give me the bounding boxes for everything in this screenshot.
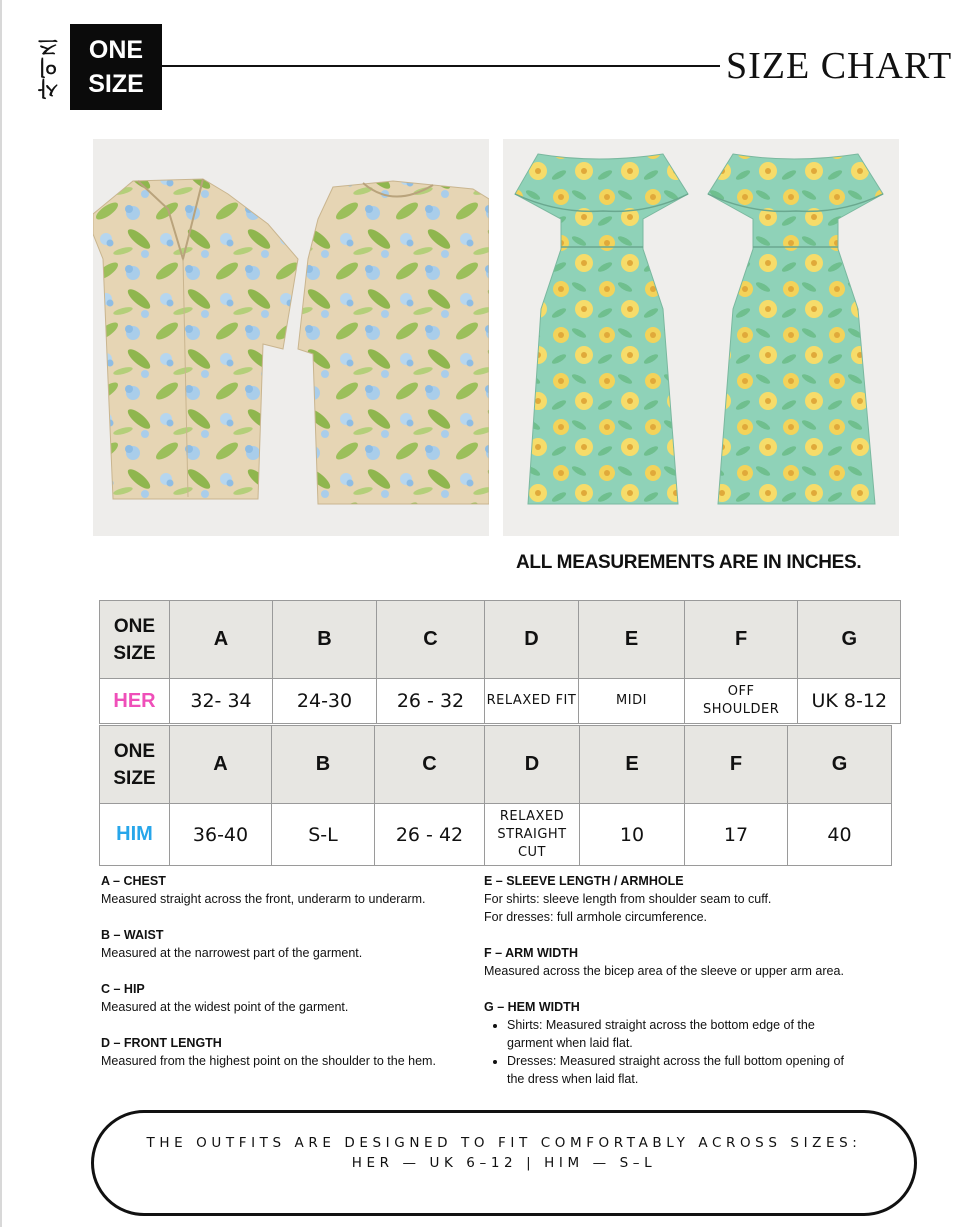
definition-c-title: C – HIP (101, 982, 145, 996)
definition-e-text-2: For dresses: full armhole circumference. (484, 910, 707, 924)
definition-a (101, 872, 471, 908)
him-col-e: E (580, 726, 685, 804)
fit-note-line-1: THE OUTFITS ARE DESIGNED TO FIT COMFORTABLY ACROSS SIZES: (146, 1135, 862, 1151)
badge-line-2: SIZE (88, 70, 144, 98)
definition-b-text: Measured at the narrowest part of the garment. (101, 946, 363, 960)
her-col-b: B (273, 601, 377, 679)
one-size-badge (70, 24, 162, 110)
her-corner-cell (100, 601, 170, 679)
him-values-row (100, 804, 892, 866)
definition-f (484, 944, 864, 980)
definitions-right (484, 872, 864, 1106)
definition-a-title: A – CHEST (101, 874, 166, 888)
him-corner-line-2: SIZE (113, 767, 156, 789)
her-col-c: C (377, 601, 485, 679)
him-value-e: 10 (580, 804, 685, 866)
him-value-f: 17 (685, 804, 788, 866)
her-size-table (99, 600, 901, 724)
her-value-b: 24-30 (273, 679, 377, 724)
him-col-a: A (170, 726, 272, 804)
her-header-row (100, 601, 901, 679)
badge-line-1: ONE (88, 36, 144, 64)
him-col-f: F (685, 726, 788, 804)
her-values-row (100, 679, 901, 724)
definition-c-text: Measured at the widest point of the garment. (101, 1000, 349, 1014)
measurement-note: ALL MEASUREMENTS ARE IN INCHES. (516, 552, 862, 573)
him-corner-line-1: ONE (113, 740, 156, 762)
definition-d-text: Measured from the highest point on the shoulder to the hem. (101, 1054, 436, 1068)
him-col-b: B (272, 726, 375, 804)
definitions-left (101, 872, 471, 1088)
definition-d-title: D – FRONT LENGTH (101, 1036, 222, 1050)
him-col-c: C (375, 726, 485, 804)
him-corner-cell (100, 726, 170, 804)
definition-e-title: E – SLEEVE LENGTH / ARMHOLE (484, 874, 684, 888)
him-col-g: G (788, 726, 892, 804)
her-corner-line-1: ONE (113, 615, 156, 637)
shirts-image (93, 139, 489, 536)
definition-e-text-1: For shirts: sleeve length from shoulder seam to cuff. (484, 892, 772, 906)
definition-g-bullet-1: • Shirts: Measured straight across the bottom edge of the garment when laid flat. (507, 1016, 864, 1052)
her-col-f: F (685, 601, 798, 679)
definition-f-text: Measured across the bicep area of the sleeve or upper arm area. (484, 964, 844, 978)
header-rule (162, 65, 720, 67)
page-edge (0, 0, 2, 1227)
her-value-c: 26 - 32 (377, 679, 485, 724)
definition-b-title: B – WAIST (101, 928, 164, 942)
her-label: HER (100, 679, 170, 724)
shirts-illustration (93, 139, 489, 536)
definition-g-title: G – HEM WIDTH (484, 1000, 580, 1014)
her-value-d: RELAXED FIT (485, 679, 579, 724)
definition-f-title: F – ARM WIDTH (484, 946, 578, 960)
him-label: HIM (100, 804, 170, 866)
definition-c (101, 980, 471, 1016)
fit-note-box (91, 1110, 917, 1216)
definition-d (101, 1034, 471, 1070)
him-value-b: S-L (272, 804, 375, 866)
him-value-a: 36-40 (170, 804, 272, 866)
her-col-a: A (170, 601, 273, 679)
her-col-g: G (798, 601, 901, 679)
him-col-d: D (485, 726, 580, 804)
her-col-d: D (485, 601, 579, 679)
definition-b (101, 926, 471, 962)
her-value-f: OFF SHOULDER (685, 679, 798, 724)
korean-size-label: 사이즈 (37, 36, 62, 100)
him-value-d: RELAXED STRAIGHT CUT (485, 804, 580, 866)
definition-g-bullet-2: • Dresses: Measured straight across the full bottom opening of the dress when laid flat. (507, 1052, 864, 1088)
him-value-c: 26 - 42 (375, 804, 485, 866)
her-corner-line-2: SIZE (113, 642, 156, 664)
dresses-illustration (503, 139, 899, 536)
definition-g (484, 998, 864, 1088)
him-size-table (99, 725, 892, 866)
definition-g-list (484, 1016, 864, 1088)
him-header-row (100, 726, 892, 804)
dresses-image (503, 139, 899, 536)
fit-note-line-2: HER — UK 6–12 | HIM — S–L (351, 1155, 657, 1171)
definition-e (484, 872, 864, 926)
her-col-e: E (579, 601, 685, 679)
definition-a-text: Measured straight across the front, underarm to underarm. (101, 892, 426, 906)
him-value-g: 40 (788, 804, 892, 866)
page-title: SIZE CHART (726, 45, 953, 87)
her-value-e: MIDI (579, 679, 685, 724)
her-value-a: 32- 34 (170, 679, 273, 724)
her-value-g: UK 8-12 (798, 679, 901, 724)
